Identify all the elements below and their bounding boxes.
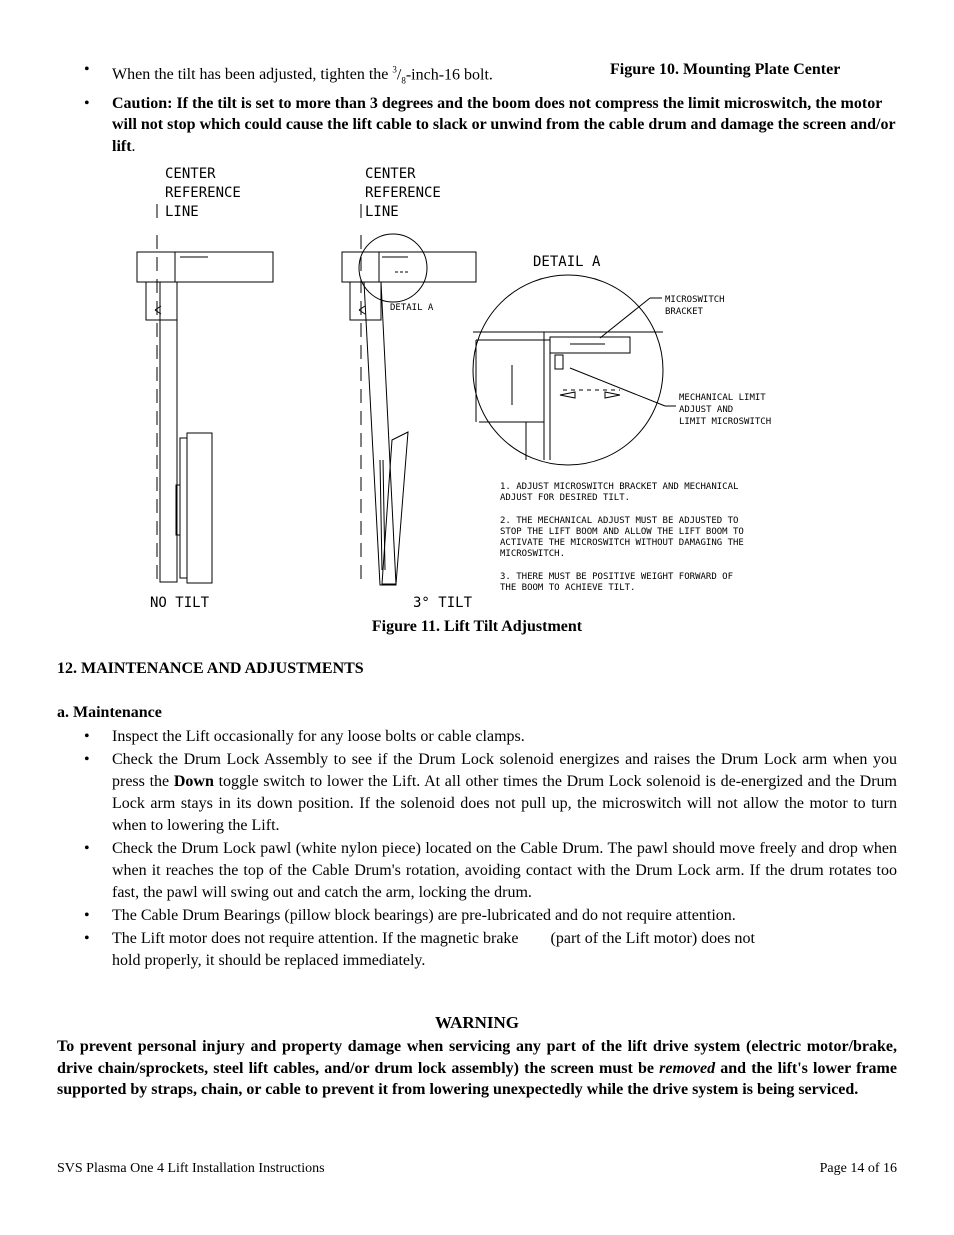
- detail-a-callout-circle: [359, 234, 427, 302]
- mechanical-limit-label-2: ADJUST AND: [679, 405, 734, 415]
- warning-text: To prevent personal injury and property damage when servicing any part of the lift drive system (electric motor/brake, drive chain/sprockets, steel lift cables, and/or drum lock assembly) the screen must be removed and the lift's lower frame supported by straps, chain, or cable to prevent it from lowering unexpectedly while the drive system is being serviced.: [57, 1038, 897, 1098]
- bullet-inspect: • Inspect the Lift occasionally for any loose bolts or cable clamps.: [112, 726, 897, 748]
- note-line-1: 1. ADJUST MICROSWITCH BRACKET AND MECHANICAL: [500, 482, 739, 492]
- note-line-3: 2. THE MECHANICAL ADJUST MUST BE ADJUSTED TO: [500, 516, 739, 526]
- crl-left-line-1: CENTER: [165, 166, 216, 182]
- bullet-caution: • Caution: If the tilt is set to more than 3 degrees and the boom does not compress the limit microswitch, the motor will not stop which could cause the lift cable to slack or unwind from the cable drum and damage the screen and/or lift.: [84, 94, 896, 155]
- note-line-4: STOP THE LIFT BOOM AND ALLOW THE LIFT BOOM TO: [500, 527, 744, 537]
- warning-title: WARNING: [434, 1013, 520, 1032]
- crl-right-line-1: CENTER: [365, 166, 416, 182]
- bullet-dot: •: [84, 907, 90, 924]
- bullet-lift-motor: • The Lift motor does not require attention. If the magnetic brake (part of the Lift motor) does not hold properly, it should be replaced immediately.: [84, 930, 755, 969]
- microswitch-label-2: BRACKET: [665, 307, 703, 317]
- microswitch-label-1: MICROSWITCH: [665, 295, 725, 305]
- crl-right-line-2: REFERENCE: [365, 185, 441, 201]
- bullet-tighten-bolt: • When the tilt has been adjusted, tighten the $^3/_8-inch-16$ bolt. Figure 10. Mounting Plate Center: [84, 61, 841, 86]
- section-heading: 12. MAINTENANCE AND ADJUSTMENTS: [57, 660, 364, 677]
- bullet-dot: •: [84, 94, 90, 112]
- bullet-dot: •: [84, 751, 90, 768]
- three-degree-tilt-label: 3° TILT: [413, 595, 473, 611]
- note-line-5: ACTIVATE THE MICROSWITCH WITHOUT DAMAGING THE: [500, 538, 744, 548]
- subsection-heading: a. Maintenance: [57, 704, 162, 721]
- detail-a-title: DETAIL A: [533, 254, 601, 270]
- bullet-drum-lock-assembly: • Check the Drum Lock Assembly to see if the Drum Lock solenoid energizes and raises the Drum Lock arm when you press the Down toggle switch to lower the Lift. At all other times the Drum Lock solenoid is de-energized and the Drum Lock arm stays in its down position. If the solenoid does not pull up, the microswitch will not allow the motor to turn when to lowering the Lift.: [84, 751, 897, 834]
- maintenance-bullet-list: [84, 726, 897, 972]
- figure-11-lift-tilt-drawing: [130, 160, 820, 615]
- detail-a-small-label: DETAIL A: [390, 303, 434, 313]
- right-mount-plate: [342, 252, 476, 282]
- figure-11-caption: Figure 11. Lift Tilt Adjustment: [371, 618, 583, 635]
- note-line-6: MICROSWITCH.: [500, 549, 566, 559]
- footer-page-number: Page 14 of 16: [819, 1161, 897, 1176]
- microswitch-bracket: [550, 337, 630, 353]
- mechanical-limit-label-3: LIMIT MICROSWITCH: [679, 417, 772, 427]
- note-line-8: THE BOOM TO ACHIEVE TILT.: [500, 583, 636, 593]
- note-line-7: 3. THERE MUST BE POSITIVE WEIGHT FORWARD OF: [500, 572, 733, 582]
- bullet-dot: •: [84, 840, 90, 857]
- detail-a-circle: [473, 275, 663, 465]
- bullet-drum-lock-pawl: • Check the Drum Lock pawl (white nylon piece) located on the Cable Drum. The pawl should move freely and drop when when it reaches the top of the Cable Drum's rotation, avoiding contact with the Drum Lock arm. If the drum rotates too fast, the pawl will swing out and catch the arm, locking the drum.: [84, 840, 897, 901]
- top-bullet-list: [84, 60, 902, 157]
- bullet-dot: •: [84, 61, 90, 78]
- left-boom: [160, 282, 177, 582]
- figure-10-caption: Figure 10. Mounting Plate Center: [610, 61, 841, 78]
- bullet-dot: •: [84, 728, 90, 745]
- tighten-text: When the tilt has been adjusted, tighten the $^3$: [112, 65, 397, 84]
- crl-right-line-3: LINE: [365, 204, 399, 220]
- left-clamp: [146, 282, 177, 320]
- caution-text: Caution: If the tilt is set to more than 3 degrees and the boom does not compress the limit microswitch, the motor will not stop which could cause the lift cable to slack or unwind from the cable drum and damage the screen and/or lift: [112, 94, 896, 155]
- no-tilt-label: NO TILT: [150, 595, 210, 611]
- right-boom: [364, 282, 396, 585]
- mechanical-limit-label-1: MECHANICAL LIMIT: [679, 393, 766, 403]
- left-screen-back: [187, 433, 212, 583]
- note-line-2: ADJUST FOR DESIRED TILT.: [500, 493, 631, 503]
- bullet-dot: •: [84, 930, 90, 947]
- bullet-bearings: • The Cable Drum Bearings (pillow block bearings) are pre-lubricated and do not require attention.: [112, 905, 897, 927]
- footer-document-title: SVS Plasma One 4 Lift Installation Instructions: [57, 1161, 325, 1176]
- crl-left-line-2: REFERENCE: [165, 185, 241, 201]
- crl-left-line-3: LINE: [165, 204, 199, 220]
